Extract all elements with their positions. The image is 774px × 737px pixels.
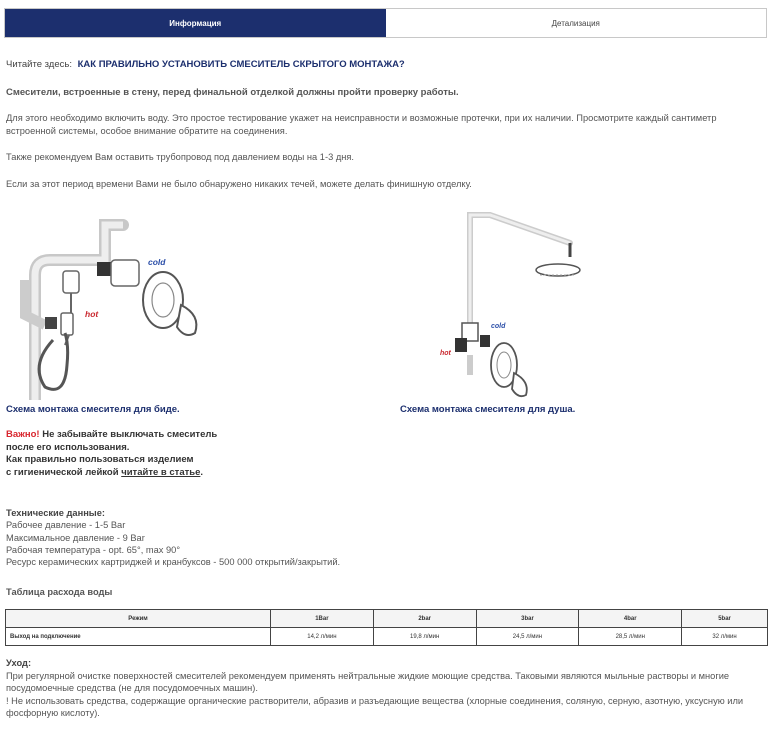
- bidet-installation-diagram: [5, 205, 205, 400]
- tab-bar: [4, 8, 767, 38]
- flow-table: [5, 609, 768, 646]
- column-header: 4bar: [579, 610, 682, 628]
- care-paragraph-1: При регулярной очистке поверхностей смесителей рекомендуем применять нейтральные жидкие моющие средства. Таковыми являются мыльные растворы и многие посудомоечные средства (не для посудомоечных машин).: [6, 670, 730, 694]
- table-cell: 19,8 л/мин: [373, 628, 476, 646]
- intro-paragraph-3: Если за этот период времени Вами не было обнаружено никаких течей, можете делать финишную отделку.: [6, 179, 472, 189]
- cold-label: cold: [148, 257, 166, 267]
- column-header: 1Bar: [271, 610, 374, 628]
- warning-line-1: Не забывайте выключать смеситель: [39, 429, 218, 440]
- warning-suffix: .: [200, 466, 204, 478]
- mixer-lever-icon: [177, 305, 196, 335]
- row-label: Выход на подключение: [6, 628, 271, 646]
- column-header: Режим: [6, 610, 271, 628]
- flow-table-title: Таблица расхода воды: [6, 587, 113, 597]
- hot-valve-icon: [45, 317, 57, 329]
- shower-diagram-caption: Схема монтажа смесителя для душа.: [400, 404, 576, 415]
- shower-installation-diagram: [400, 205, 600, 400]
- shower-head-icon: [536, 264, 580, 276]
- technical-data: [6, 507, 340, 568]
- column-header: 3bar: [476, 610, 579, 628]
- warning-line-4: с гигиенической лейкой: [6, 466, 122, 478]
- warning-line-3: Как правильно пользоваться изделием: [6, 454, 194, 465]
- usage-warning: [6, 429, 217, 479]
- column-header: 2bar: [373, 610, 476, 628]
- table-cell: 28,5 л/мин: [579, 628, 682, 646]
- column-header: 5bar: [682, 610, 768, 628]
- hot-label: hot: [85, 309, 99, 319]
- table-cell: 32 л/мин: [682, 628, 768, 646]
- bidet-diagram-caption: Схема монтажа смесителя для биде.: [6, 404, 180, 415]
- care-section: [6, 657, 766, 720]
- table-cell: 14,2 л/мин: [271, 628, 374, 646]
- tab-details[interactable]: Детализация: [386, 9, 767, 37]
- hot-label: hot: [440, 350, 451, 357]
- cold-label: cold: [491, 323, 506, 330]
- technical-data-heading: Технические данные:: [6, 508, 106, 518]
- table-row: [6, 628, 768, 646]
- install-article-link[interactable]: КАК ПРАВИЛЬНО УСТАНОВИТЬ СМЕСИТЕЛЬ СКРЫТОГО МОНТАЖА?: [77, 59, 405, 70]
- intro-paragraph-1: Для этого необходимо включить воду. Это простое тестирование укажет на неисправности и возможные протечки, при их наличии. Просмотрите каждый сантиметр встроенной системы, особое внимание обратите на соединения.: [6, 113, 717, 136]
- care-heading: Уход:: [6, 658, 32, 668]
- tech-item: Рабочее давление - 1-5 Bar: [6, 520, 126, 531]
- intro-heading: Смесители, встроенные в стену, перед финальной отделкой должны пройти проверку работы.: [6, 87, 459, 98]
- hot-valve-icon: [455, 338, 467, 352]
- read-here-prefix: Читайте здесь:: [6, 59, 72, 70]
- warning-line-2: после его использования.: [6, 441, 130, 453]
- tab-information[interactable]: Информация: [5, 9, 386, 37]
- shower-hose-icon: [39, 333, 68, 389]
- tech-item: Ресурс керамических картриджей и кранбуксов - 500 000 открытий/закрытий.: [6, 557, 341, 568]
- hygienic-shower-article-link[interactable]: читайте в статье: [121, 466, 201, 478]
- flow-table-header-row: [6, 610, 768, 628]
- read-here-line: [6, 59, 405, 70]
- cold-valve-icon: [480, 335, 490, 347]
- mixer-lever-icon: [512, 373, 527, 396]
- cold-valve-icon: [97, 262, 111, 276]
- care-paragraph-2: ! Не использовать средства, содержащие органические растворители, абразив и разъедающие вещества (хлорные соединения, соляную, серную, азотную, уксусную или фосфорную кислоту).: [6, 695, 744, 719]
- hand-shower-holder-icon: [63, 271, 79, 293]
- tech-item: Максимальное давление - 9 Bar: [6, 532, 145, 543]
- table-cell: 24,5 л/мин: [476, 628, 579, 646]
- tech-item: Рабочая температура - opt. 65°, max 90°: [6, 544, 181, 555]
- intro-paragraph-2: Также рекомендуем Вам оставить трубопровод под давлением воды на 1-3 дня.: [6, 152, 354, 162]
- important-label: Важно!: [6, 429, 40, 440]
